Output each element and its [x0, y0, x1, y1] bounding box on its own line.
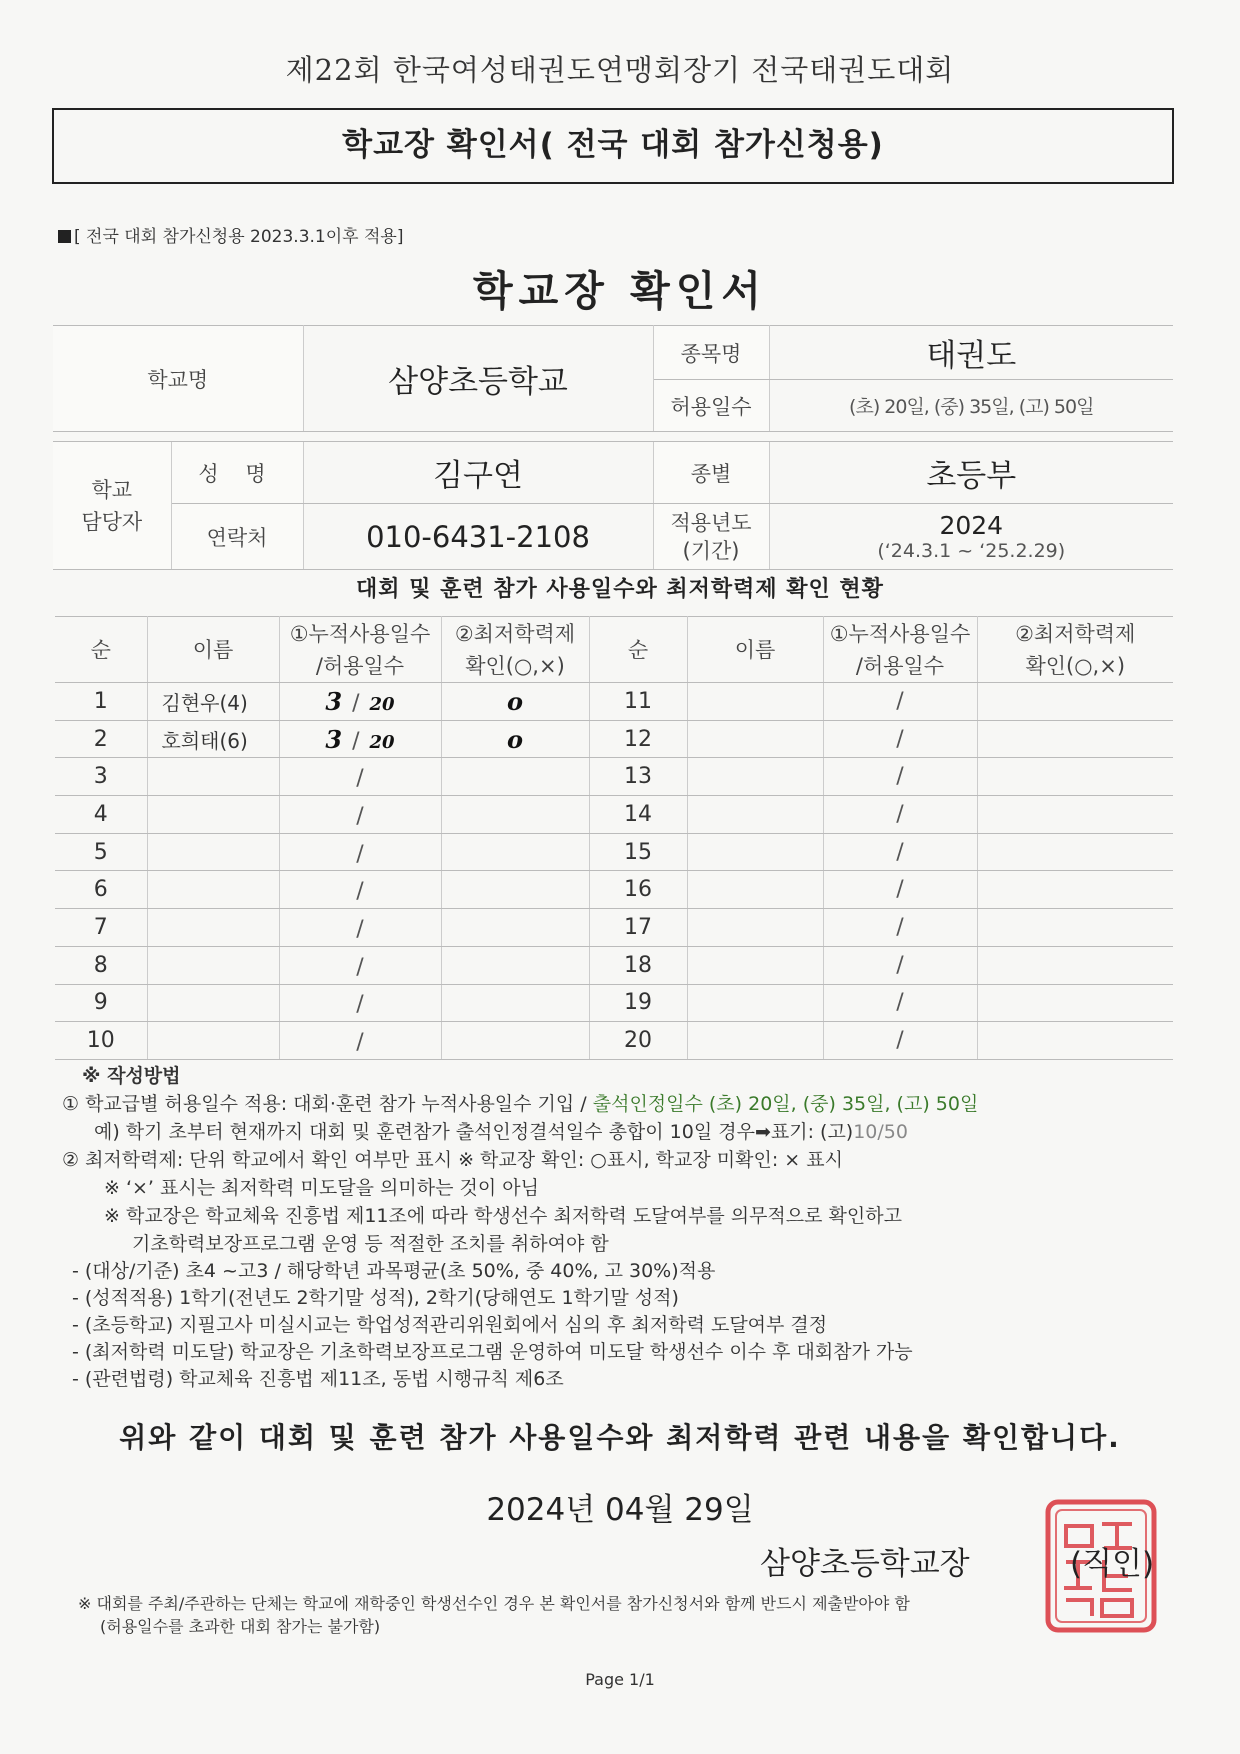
row-name [147, 871, 279, 909]
row-number: 14 [589, 796, 687, 834]
instruction-line-3: ② 최저학력제: 단위 학교에서 확인 여부만 표시 ※ 학교장 확인: ○표시, 학교장 미확인: × 표시 [62, 1149, 843, 1171]
row-academic-check [441, 909, 589, 947]
row-used-days [279, 683, 441, 721]
event-title: 제22회 한국여성태권도연맹회장기 전국태권도대회 [285, 53, 955, 87]
row-number: 4 [55, 796, 147, 834]
allowed-days-value: 20 [369, 731, 395, 753]
row-name [147, 984, 279, 1022]
row-academic-check [441, 1022, 589, 1060]
row-used-days [279, 946, 441, 984]
row-number: 20 [589, 1022, 687, 1060]
row-used-days [279, 1022, 441, 1060]
footnote-line-2: (허용일수를 초과한 대회 참가는 불가함) [100, 1617, 381, 1636]
signer-name: 삼양초등학교장 [760, 1546, 970, 1582]
table-row [55, 796, 1173, 834]
slash-separator: / [896, 990, 904, 1016]
school-label: 학교명 [53, 326, 303, 432]
table-row [55, 758, 1173, 796]
col-no-header: 순 [55, 617, 147, 683]
application-note-text: [ 전국 대회 참가신청용 2023.3.1이후 적용] [74, 227, 404, 247]
row-number: 17 [589, 909, 687, 947]
row-name [687, 720, 823, 758]
row-number: 16 [589, 871, 687, 909]
row-number: 19 [589, 984, 687, 1022]
table-row [55, 871, 1173, 909]
instruction-dash-5: - (관련법령) 학교체육 진흥법 제11조, 동법 시행규칙 제6조 [72, 1368, 564, 1390]
row-name [687, 683, 823, 721]
application-note [58, 222, 403, 247]
allowed-days-label: 허용일수 [653, 380, 769, 432]
instruction-dash-4: - (최저학력 미도달) 학교장은 기초학력보장프로그램 운영하여 미도달 학생선수 이수 후 대회참가 가능 [72, 1341, 913, 1363]
instructions-title: ※ 작성방법 [82, 1065, 181, 1087]
row-used-days [823, 720, 977, 758]
table-row [55, 984, 1173, 1022]
event-value: 태권도 [769, 326, 1173, 380]
slash-separator: / [896, 726, 904, 752]
col-check-header-right: ②최저학력제 확인(○,×) [977, 617, 1173, 683]
row-name [147, 796, 279, 834]
usage-table [55, 616, 1173, 1060]
instruction-line-1-highlight: 출석인정일수 (초) 20일, (중) 35일, (고) 50일 [592, 1093, 979, 1115]
row-name [687, 1022, 823, 1060]
row-used-days [823, 871, 977, 909]
row-academic-check [977, 946, 1173, 984]
row-name [147, 946, 279, 984]
row-academic-check [441, 946, 589, 984]
slash-separator: / [896, 914, 904, 940]
school-value: 삼양초등학교 [303, 326, 653, 432]
row-number: 3 [55, 758, 147, 796]
slash-separator: / [896, 877, 904, 903]
slash-separator: / [356, 766, 364, 792]
row-academic-check [977, 909, 1173, 947]
confirmation-statement: 위와 같이 대회 및 훈련 참가 사용일수와 최저학력 관련 내용을 확인합니다. [119, 1421, 1121, 1454]
slash-separator: / [356, 916, 364, 942]
manager-label: 학교 담당자 [53, 442, 171, 570]
contact-value: 010-6431-2108 [303, 504, 653, 570]
row-number: 10 [55, 1022, 147, 1060]
row-academic-check [977, 984, 1173, 1022]
row-number: 11 [589, 683, 687, 721]
row-academic-check [441, 833, 589, 871]
seal-label: (직인) [1070, 1546, 1155, 1582]
row-name [147, 758, 279, 796]
row-number: 9 [55, 984, 147, 1022]
row-academic-check [977, 758, 1173, 796]
event-label: 종목명 [653, 326, 769, 380]
slash-separator: / [352, 728, 360, 754]
col-no-header-right: 순 [589, 617, 687, 683]
row-used-days [823, 984, 977, 1022]
division-label: 종별 [653, 442, 769, 504]
row-number: 18 [589, 946, 687, 984]
manager-name-value: 김구연 [303, 442, 653, 504]
row-used-days [279, 758, 441, 796]
row-number: 2 [55, 720, 147, 758]
row-academic-check [977, 683, 1173, 721]
used-days-value: 3 [325, 686, 343, 716]
row-name [687, 758, 823, 796]
row-academic-check [441, 871, 589, 909]
row-number: 5 [55, 833, 147, 871]
row-used-days [823, 796, 977, 834]
slash-separator: / [896, 801, 904, 827]
row-used-days [823, 909, 977, 947]
page-number: Page 1/1 [585, 1670, 655, 1689]
row-academic-check: o [441, 683, 589, 721]
col-check-header: ②최저학력제 확인(○,×) [441, 617, 589, 683]
instructions [62, 1062, 1172, 1393]
row-name [147, 909, 279, 947]
col-used-header: ①누적사용일수 /허용일수 [279, 617, 441, 683]
row-used-days [279, 796, 441, 834]
table-row [55, 1022, 1173, 1060]
document-title: 학교장 확인서 [473, 267, 767, 315]
row-number: 6 [55, 871, 147, 909]
instruction-line-5: ※ 학교장은 학교체육 진흥법 제11조에 따라 학생선수 최저학력 도달여부를 의무적으로 확인하고 [104, 1205, 902, 1227]
instruction-line-2-text: 예) 학기 초부터 현재까지 대회 및 훈련참가 출석인정결석일수 총합이 10일 경우➡표기: (고) [94, 1121, 854, 1143]
row-used-days [279, 871, 441, 909]
row-number: 7 [55, 909, 147, 947]
row-name [147, 833, 279, 871]
row-number: 8 [55, 946, 147, 984]
instruction-line-1 [62, 1090, 1172, 1118]
period-value: (‘24.3.1 ~ ‘25.2.29) [877, 540, 1066, 562]
row-name [147, 1022, 279, 1060]
table-row [55, 720, 1173, 758]
row-academic-check [977, 833, 1173, 871]
instruction-line-6: 기초학력보장프로그램 운영 등 적절한 조치를 취하여야 함 [132, 1233, 609, 1255]
slash-separator: / [896, 764, 904, 790]
row-used-days [823, 946, 977, 984]
row-used-days [279, 909, 441, 947]
instruction-line-4: ※ ‘×’ 표시는 최저학력 미도달을 의미하는 것이 아님 [104, 1177, 539, 1199]
row-used-days [279, 720, 441, 758]
info-table [53, 325, 1173, 570]
slash-separator: / [356, 1030, 364, 1056]
year-value: 2024 [939, 511, 1004, 540]
slash-separator: / [896, 1028, 904, 1054]
row-name [687, 871, 823, 909]
slash-separator: / [896, 952, 904, 978]
row-academic-check [977, 871, 1173, 909]
row-name: 호희태(6) [147, 720, 279, 758]
row-academic-check [977, 796, 1173, 834]
instruction-line-2-example: 10/50 [853, 1121, 908, 1143]
table-row [55, 909, 1173, 947]
row-academic-check [441, 758, 589, 796]
row-number: 12 [589, 720, 687, 758]
row-name [687, 833, 823, 871]
row-number: 13 [589, 758, 687, 796]
col-name-header-right: 이름 [687, 617, 823, 683]
section-title: 대회 및 훈련 참가 사용일수와 최저학력제 확인 현황 [356, 577, 884, 602]
footnote-line-1: ※ 대회를 주최/주관하는 단체는 학교에 재학중인 학생선수인 경우 본 확인서를 참가신청서와 함께 반드시 제출받아야 함 [78, 1594, 910, 1613]
row-number: 15 [589, 833, 687, 871]
row-name [687, 909, 823, 947]
col-name-header: 이름 [147, 617, 279, 683]
table-row [55, 833, 1173, 871]
instruction-dash-1: - (대상/기준) 초4 ~고3 / 해당학년 과목평균(초 50%, 중 40%, 고 30%)적용 [72, 1260, 716, 1282]
row-academic-check [977, 1022, 1173, 1060]
slash-separator: / [356, 992, 364, 1018]
square-bullet-icon [58, 230, 71, 243]
allowed-days-value: 20 [369, 693, 395, 715]
used-days-value: 3 [325, 724, 343, 754]
instruction-dash-2: - (성적적용) 1학기(전년도 2학기말 성적), 2학기(당해연도 1학기말 성적) [72, 1287, 679, 1309]
slash-separator: / [896, 839, 904, 865]
table-row [55, 683, 1173, 721]
row-name [687, 796, 823, 834]
name-label: 성 명 [171, 442, 303, 504]
row-used-days [823, 833, 977, 871]
table-header-row [55, 617, 1173, 683]
row-name [687, 984, 823, 1022]
row-used-days [823, 1022, 977, 1060]
footnote [78, 1592, 1178, 1638]
row-academic-check [441, 984, 589, 1022]
slash-separator: / [356, 954, 364, 980]
box-title: 학교장 확인서( 전국 대회 참가신청용) [52, 108, 1174, 184]
division-value: 초등부 [769, 442, 1173, 504]
year-cell [769, 504, 1173, 570]
slash-separator: / [352, 690, 360, 716]
table-row [55, 946, 1173, 984]
row-academic-check [977, 720, 1173, 758]
slash-separator: / [356, 841, 364, 867]
row-number: 1 [55, 683, 147, 721]
allowed-days-value: (초) 20일, (중) 35일, (고) 50일 [769, 380, 1173, 432]
signature-date: 2024년 04월 29일 [486, 1492, 754, 1528]
instruction-line-1-text: ① 학교급별 허용일수 적용: 대회·훈련 참가 누적사용일수 기입 / [62, 1093, 593, 1115]
instruction-dash-3: - (초등학교) 지필고사 미실시교는 학업성적관리위원회에서 심의 후 최저학력 도달여부 결정 [72, 1314, 828, 1336]
col-used-header-right: ①누적사용일수 /허용일수 [823, 617, 977, 683]
row-used-days [823, 683, 977, 721]
year-label: 적용년도 (기간) [653, 504, 769, 570]
row-used-days [279, 833, 441, 871]
instruction-line-2 [62, 1118, 1172, 1146]
slash-separator: / [896, 688, 904, 714]
row-name [687, 946, 823, 984]
row-academic-check: o [441, 720, 589, 758]
row-used-days [279, 984, 441, 1022]
slash-separator: / [356, 803, 364, 829]
contact-label: 연락처 [171, 504, 303, 570]
row-academic-check [441, 796, 589, 834]
row-name: 김현우(4) [147, 683, 279, 721]
slash-separator: / [356, 879, 364, 905]
row-used-days [823, 758, 977, 796]
